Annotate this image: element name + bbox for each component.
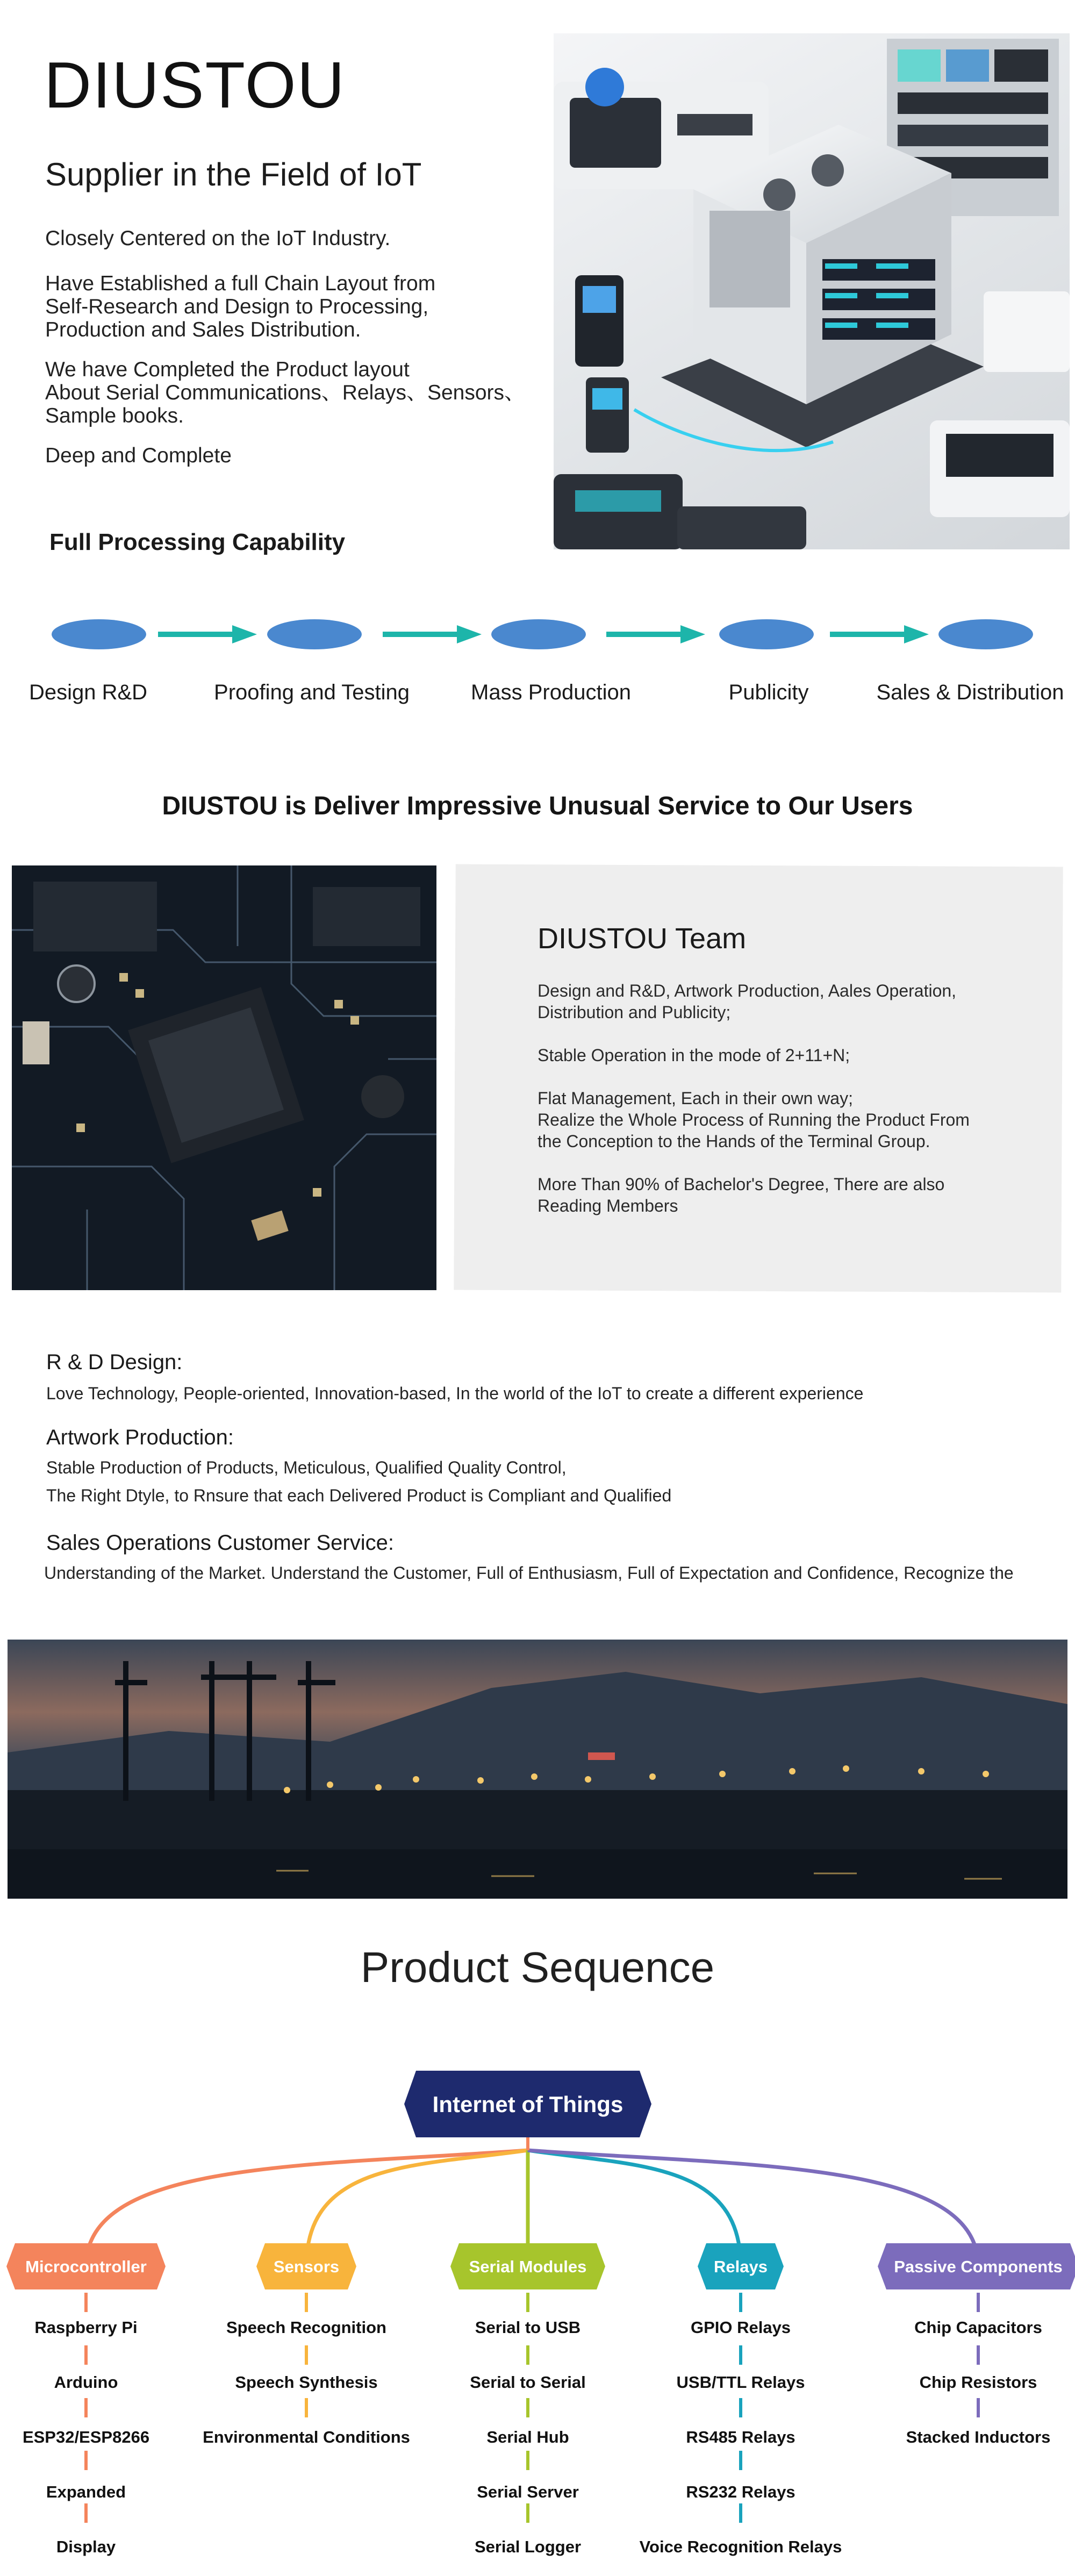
product-tree [0, 2043, 1075, 2576]
team-title: DIUSTOU Team [538, 922, 747, 955]
hero-paragraph-1: Closely Centered on the IoT Industry. [45, 227, 391, 250]
process-step-label-5: Sales & Distribution [876, 681, 1064, 704]
product-item[interactable]: Display [56, 2537, 116, 2556]
product-item[interactable]: Voice Recognition Relays [639, 2537, 842, 2556]
hero-paragraph-2: Have Established a full Chain Layout from Self-Research and Design to Processing, Production and Sales Distribution. [45, 272, 436, 341]
processing-capability-title: Full Processing Capability [49, 529, 346, 555]
process-step-marker-4 [719, 619, 814, 649]
team-paragraph-4: More Than 90% of Bachelor's Degree, There are also Reading Members [538, 1175, 945, 1215]
artwork-production-title: Artwork Production: [46, 1426, 234, 1449]
product-item[interactable]: Serial Server [477, 2482, 579, 2501]
product-item[interactable]: GPIO Relays [690, 2318, 791, 2337]
process-step-marker-2 [267, 619, 362, 649]
flow-arrow-4 [830, 625, 930, 643]
sales-operations-title: Sales Operations Customer Service: [46, 1531, 394, 1555]
product-item[interactable]: Environmental Conditions [203, 2428, 410, 2446]
product-item[interactable]: Arduino [54, 2373, 118, 2392]
service-heading: DIUSTOU is Deliver Impressive Unusual Service to Our Users [162, 792, 913, 820]
product-item[interactable]: Expanded [46, 2482, 126, 2501]
artwork-production-text: Stable Production of Products, Meticulous, Qualified Quality Control, The Right Dtyle, to Rnsure that each Delivered Product is Compliant and Qualified [46, 1458, 672, 1505]
product-item[interactable]: Serial to USB [475, 2318, 581, 2337]
process-step-marker-5 [938, 619, 1033, 649]
product-item[interactable]: Speech Synthesis [235, 2373, 378, 2392]
product-sequence-title: Product Sequence [360, 1943, 715, 1991]
product-item[interactable]: Serial Logger [474, 2537, 582, 2556]
product-item[interactable]: ESP32/ESP8266 [22, 2428, 150, 2446]
iot-devices-image [554, 33, 1070, 549]
rd-design-text: Love Technology, People-oriented, Innovation-based, In the world of the IoT to create a different experience [46, 1384, 864, 1403]
product-item[interactable]: Chip Resistors [919, 2373, 1037, 2392]
category-node-label: Passive Components [894, 2257, 1063, 2276]
product-item[interactable]: Speech Recognition [226, 2318, 386, 2337]
category-node-label: Microcontroller [25, 2257, 147, 2276]
process-step-label-1: Design R&D [28, 681, 148, 704]
process-step-label-4: Publicity [728, 681, 809, 704]
circuit-board-image [12, 865, 436, 1290]
product-item[interactable]: RS232 Relays [686, 2482, 796, 2501]
process-step-label-2: Proofing and Testing [214, 681, 410, 704]
hero-subtitle: Supplier in the Field of IoT [45, 156, 422, 192]
root-node-label: Internet of Things [432, 2092, 624, 2117]
product-item[interactable]: Serial to Serial [470, 2373, 586, 2392]
hero-paragraph-3: We have Completed the Product layout About Serial Communications、Relays、Sensors、 Sample books. [45, 358, 526, 427]
product-item[interactable]: Stacked Inductors [906, 2428, 1051, 2446]
process-step-marker-1 [52, 619, 146, 649]
port-night-image [8, 1640, 1067, 1899]
flow-arrow-1 [158, 625, 258, 643]
category-node-label: Serial Modules [469, 2257, 587, 2276]
team-paragraph-1: Design and R&D, Artwork Production, Aales Operation, Distribution and Publicity; [538, 981, 957, 1022]
team-paragraph-3: Flat Management, Each in their own way; Realize the Whole Process of Running the Product From the Conception to the Hands of the Terminal Group. [538, 1089, 970, 1151]
product-item[interactable]: Serial Hub [486, 2428, 569, 2446]
sales-operations-text: Understanding of the Market. Understand the Customer, Full of Enthusiasm, Full of Expectation and Confidence, Recognize the [44, 1563, 1014, 1583]
product-item[interactable]: Chip Capacitors [914, 2318, 1042, 2337]
flow-arrow-3 [606, 625, 706, 643]
product-item[interactable]: RS485 Relays [686, 2428, 796, 2446]
product-item[interactable]: USB/TTL Relays [676, 2373, 805, 2392]
process-step-label-3: Mass Production [471, 681, 631, 704]
hero-paragraph-4: Deep and Complete [45, 444, 232, 467]
process-step-marker-3 [491, 619, 586, 649]
category-node-label: Sensors [273, 2257, 340, 2276]
category-node-label: Relays [714, 2257, 768, 2276]
flow-arrow-2 [383, 625, 483, 643]
team-paragraph-2: Stable Operation in the mode of 2+11+N; [538, 1046, 850, 1065]
rd-design-title: R & D Design: [46, 1350, 183, 1374]
product-item[interactable]: Raspberry Pi [34, 2318, 138, 2337]
brand-logo: DIUSTOU [44, 48, 346, 121]
